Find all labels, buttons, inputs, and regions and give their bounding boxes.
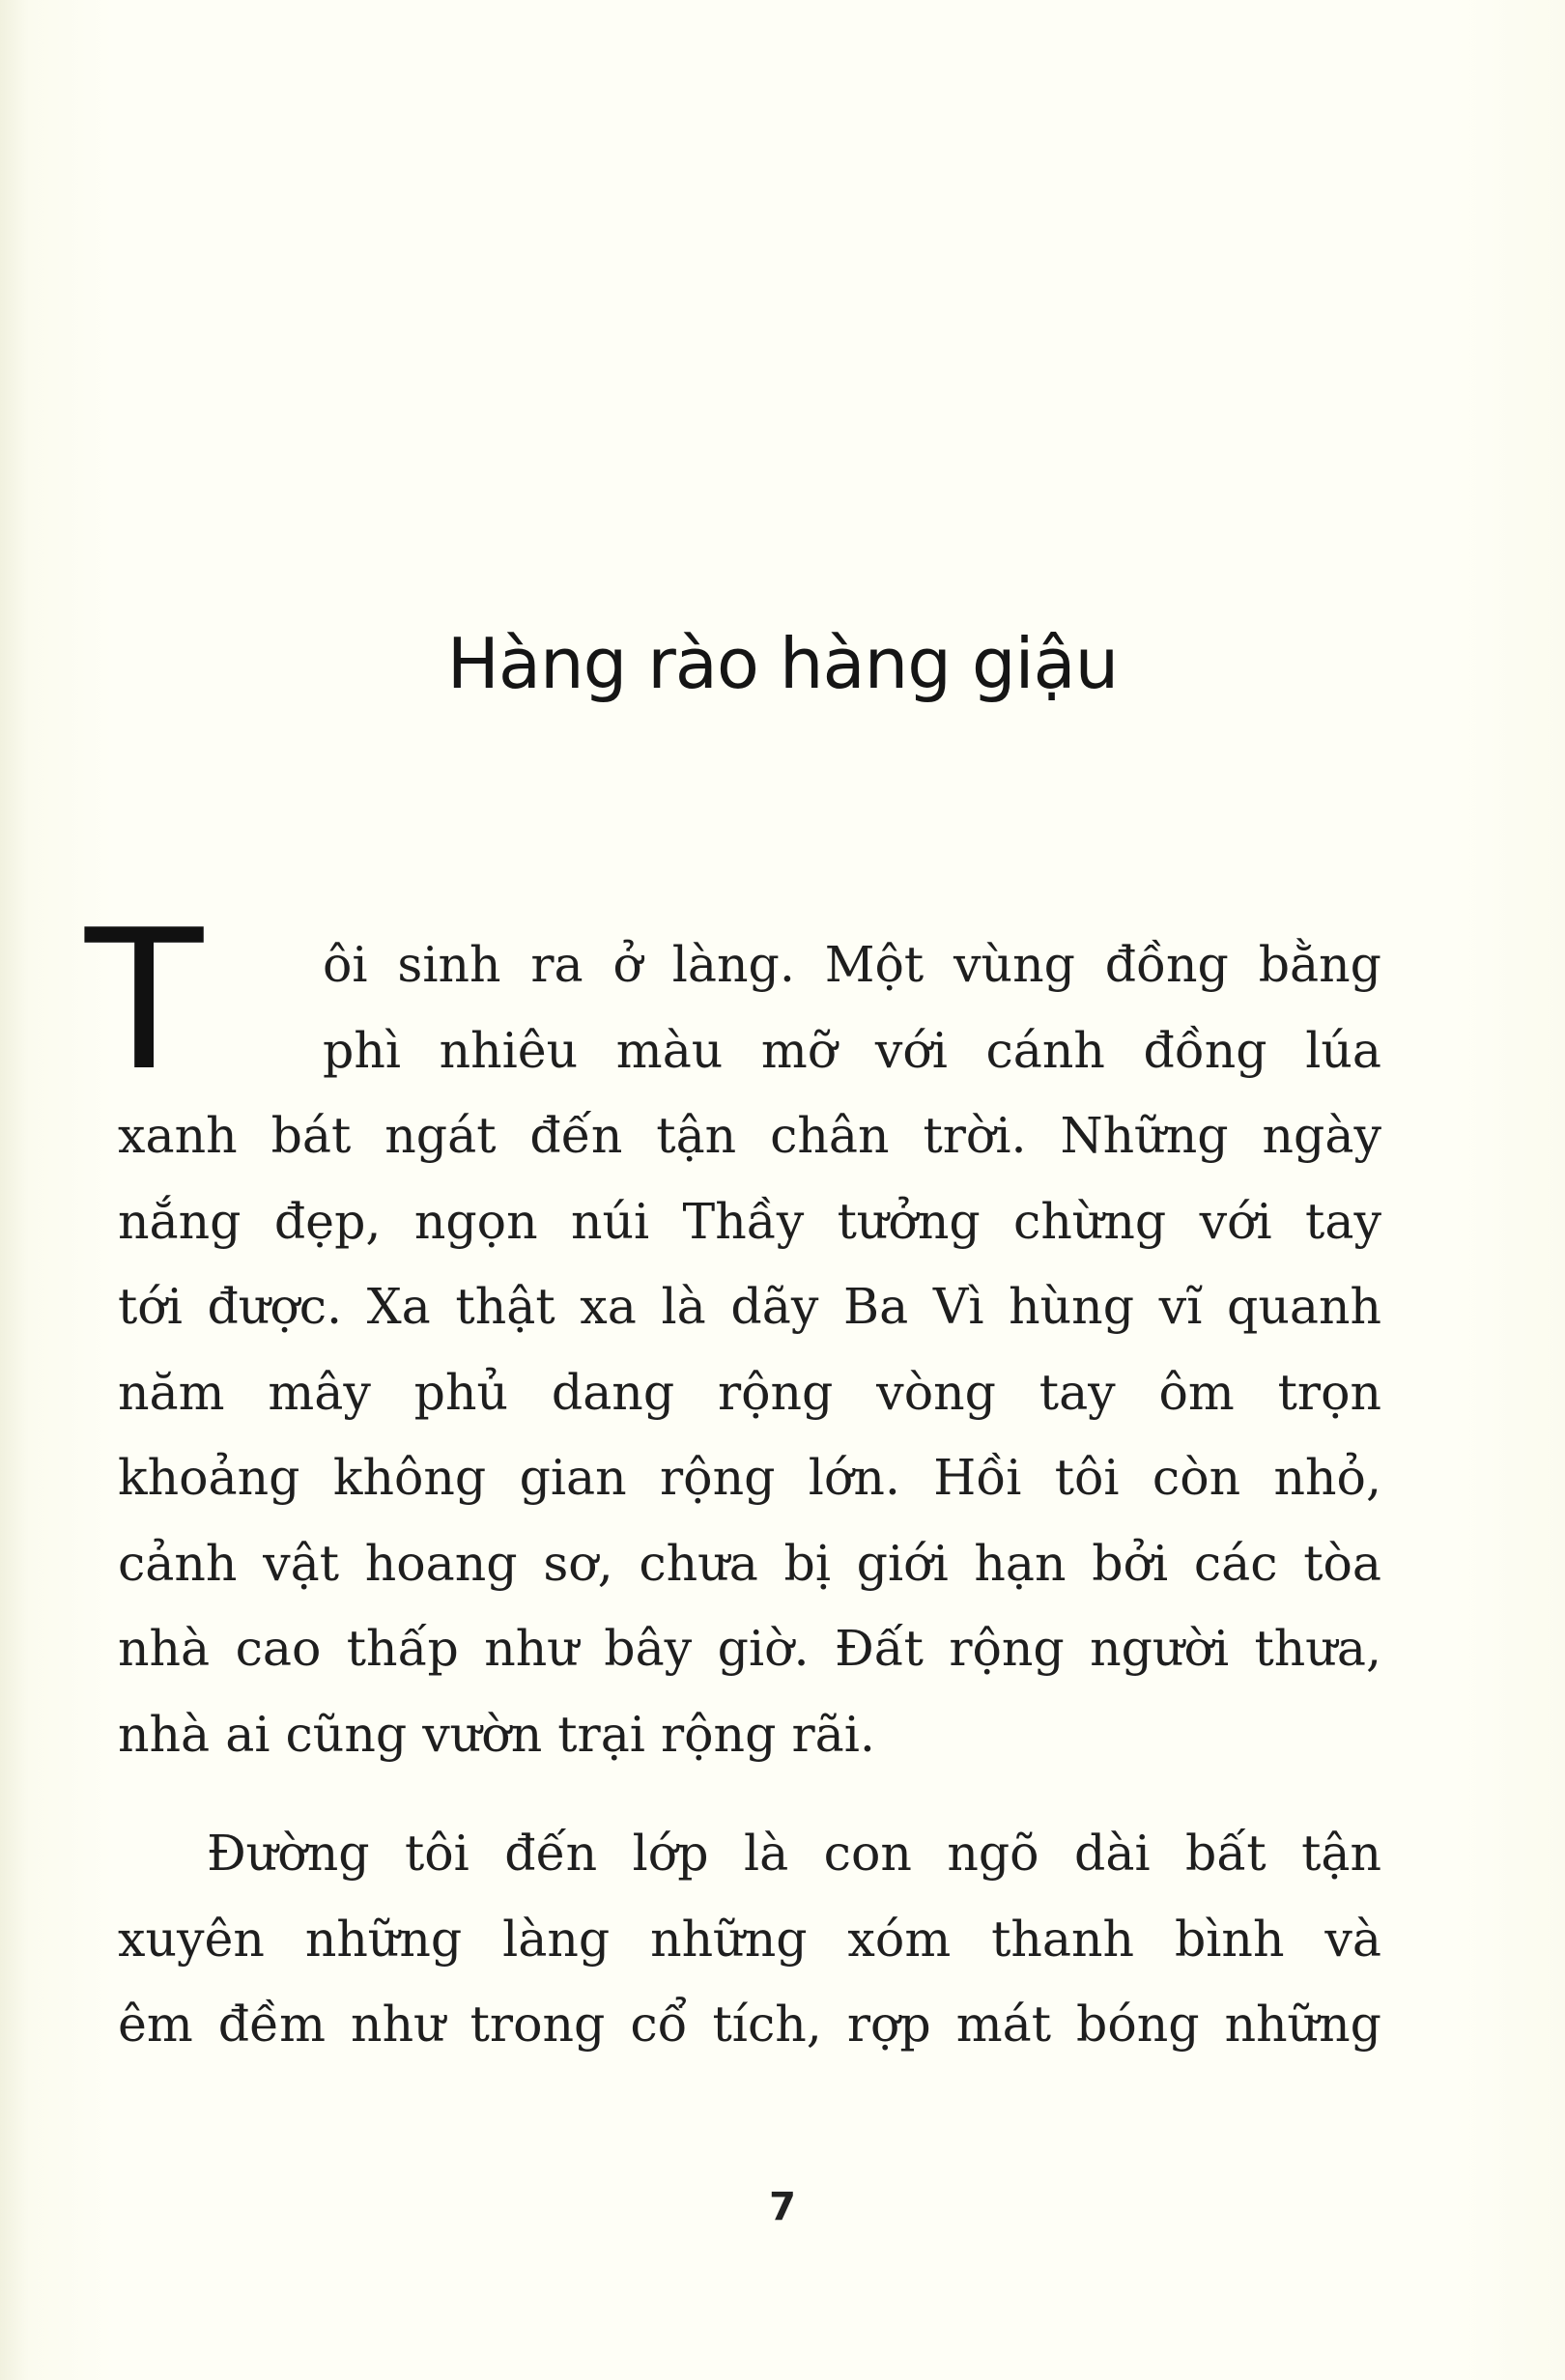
text-line: khoảng không gian rộng lớn. Hồi tôi còn nhỏ,	[118, 1449, 1381, 1506]
text-line: êm đềm như trong cổ tích, rợp mát bóng những	[118, 1996, 1381, 2053]
text-line: phì nhiêu màu mỡ với cánh đồng lúa	[323, 1021, 1381, 1079]
text-line: năm mây phủ dang rộng vòng tay ôm trọn	[118, 1363, 1381, 1421]
text-line: Đường tôi đến lớp là con ngõ dài bất tận	[207, 1825, 1381, 1882]
text-line: nắng đẹp, ngọn núi Thầy tưởng chừng với tay	[118, 1192, 1381, 1250]
text-line: cảnh vật hoang sơ, chưa bị giới hạn bởi các tòa	[118, 1534, 1381, 1592]
text-line: ôi sinh ra ở làng. Một vùng đồng bằng	[323, 936, 1381, 993]
text-line: nhà ai cũng vườn trại rộng rãi.	[118, 1705, 875, 1763]
drop-cap: T	[85, 889, 204, 1114]
paragraph-1	[118, 922, 1381, 1777]
text-line: xuyên những làng những xóm thanh bình và	[118, 1910, 1381, 1968]
page-number: 7	[769, 2185, 796, 2229]
text-line: tới được. Xa thật xa là dãy Ba Vì hùng vĩ quanh	[118, 1278, 1381, 1335]
paragraph-2	[118, 1811, 1381, 2068]
text-line: xanh bát ngát đến tận chân trời. Những ngày	[118, 1107, 1381, 1164]
text-line: nhà cao thấp như bây giờ. Đất rộng người thưa,	[118, 1620, 1381, 1677]
chapter-title: Hàng rào hàng giậu	[446, 623, 1119, 704]
